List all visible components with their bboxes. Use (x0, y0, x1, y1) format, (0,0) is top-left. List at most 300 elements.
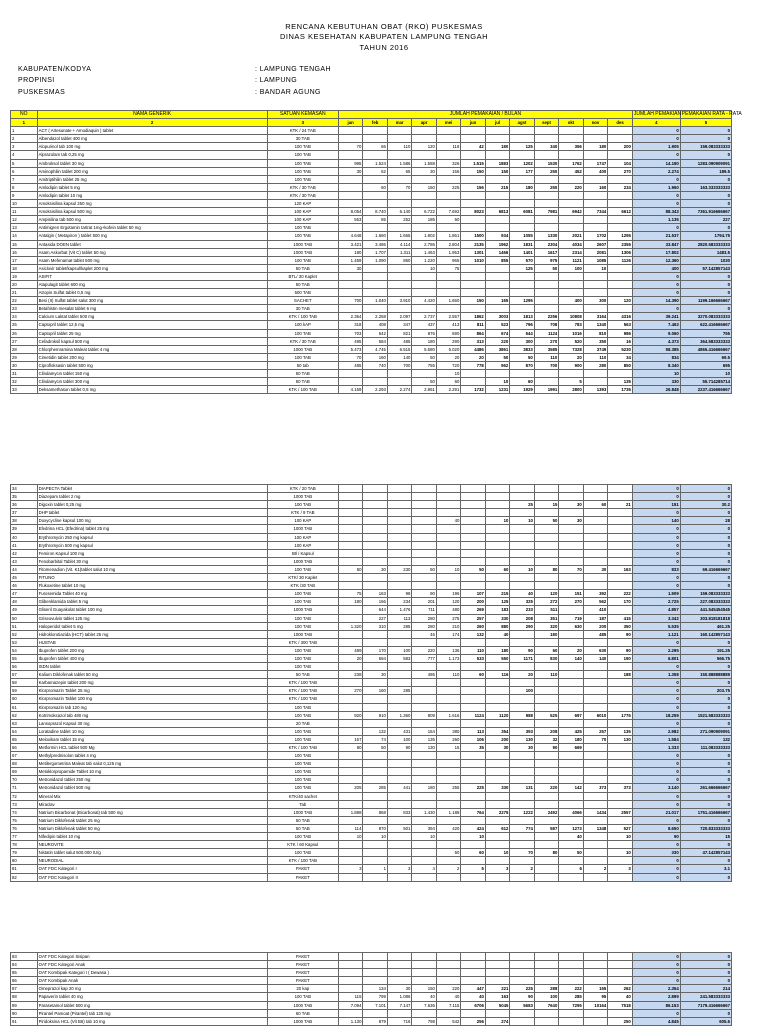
month-value (461, 264, 485, 272)
month-value: 225 (436, 183, 460, 191)
month-value (583, 744, 607, 752)
table-row (11, 711, 732, 719)
month-value: 6.140 (387, 208, 411, 216)
month-value (583, 191, 607, 199)
month-value (583, 768, 607, 776)
month-value (485, 663, 509, 671)
month-value (608, 264, 633, 272)
unit-package: 100 TAB (267, 760, 338, 768)
table-row (11, 638, 732, 646)
month-value (608, 509, 632, 517)
row-number: 80 (11, 857, 38, 865)
unit-package: 100 TAB (267, 646, 338, 654)
month-value: 340 (534, 143, 558, 151)
month-value: 210 (436, 622, 460, 630)
table-row (11, 151, 732, 159)
month-value (485, 792, 509, 800)
month-value: 6612 (608, 208, 633, 216)
month-value: 275 (436, 614, 460, 622)
month-des: des (608, 119, 633, 127)
month-value (387, 1009, 411, 1017)
month-value: 4.159 (338, 386, 362, 394)
total-usage: 0 (632, 557, 680, 565)
month-value (534, 135, 558, 143)
month-value (387, 833, 411, 841)
total-usage: 0 (632, 525, 680, 533)
month-value (485, 719, 509, 727)
month-value: 257 (583, 727, 607, 735)
month-value (608, 638, 632, 646)
month-value (338, 485, 362, 493)
month-value: 1991 (534, 386, 558, 394)
month-value (583, 833, 607, 841)
month-value (363, 517, 387, 525)
month-value (583, 200, 607, 208)
month-value: 30 (559, 517, 583, 525)
month-value (608, 961, 632, 969)
unit-package: 1000 TAB (267, 345, 338, 353)
month-value: 15 (436, 744, 460, 752)
table-row (11, 1009, 732, 1017)
drug-name: Atropin Sulfat tablet 0,5 mg (37, 289, 267, 297)
month-value: 669 (559, 744, 583, 752)
month-value: 3861 (485, 345, 509, 353)
row-number: 50 (11, 614, 38, 622)
month-value: 1.707 (363, 248, 387, 256)
total-usage: 5.535 (632, 622, 680, 630)
unit-package: PAKET (267, 977, 338, 985)
month-value (412, 663, 436, 671)
unit-package: 50 TAB (267, 378, 338, 386)
month-value: 2.861 (412, 386, 436, 394)
month-value (387, 816, 411, 824)
row-number: 2 (11, 135, 38, 143)
month-value: 821 (387, 329, 411, 337)
drug-name: Omeprazol kap 20 mg (37, 985, 267, 993)
table-row (11, 606, 732, 614)
month-value: 934 (485, 232, 509, 240)
month-value (387, 800, 411, 808)
month-value (510, 857, 534, 865)
month-value: 486 (412, 671, 436, 679)
month-value (608, 127, 633, 135)
month-value: 70 (338, 353, 362, 361)
month-value: 447 (461, 985, 485, 993)
month-value: 1702 (583, 232, 607, 240)
row-number: 52 (11, 630, 38, 638)
table-row (11, 622, 732, 630)
total-usage: 2.274 (632, 167, 680, 175)
month-value: 1.802 (412, 232, 436, 240)
average-usage: 0 (680, 541, 731, 549)
month-value (510, 127, 534, 135)
month-value: 3749 (583, 345, 607, 353)
average-usage: 69.416666667 (680, 565, 731, 573)
month-value: 2.786 (412, 240, 436, 248)
month-value: 110 (583, 353, 607, 361)
month-value: 2135 (461, 240, 485, 248)
unit-package: 100 TAB (267, 752, 338, 760)
month-value (534, 857, 558, 865)
month-value: 40 (559, 833, 583, 841)
row-number: 1 (11, 127, 38, 135)
month-value (412, 977, 436, 985)
month-value (608, 857, 632, 865)
average-usage: 303.818181818 (680, 614, 731, 622)
month-value (485, 977, 509, 985)
month-value: 1617 (534, 248, 558, 256)
month-value (559, 873, 583, 881)
month-value: 7328 (559, 345, 583, 353)
month-value: 587 (534, 824, 558, 832)
header-jumlah-pemakian: JUMLAH PEMAKIAN (633, 111, 682, 117)
month-value (583, 752, 607, 760)
row-number: 83 (11, 953, 38, 961)
drug-name: Clindamycin tablet 150 mg (37, 370, 267, 378)
month-value (363, 969, 387, 977)
month-value (412, 191, 436, 199)
month-value: 30 (338, 264, 362, 272)
month-value (485, 695, 509, 703)
month-value: 550 (485, 654, 509, 662)
table-row (11, 663, 732, 671)
month-value: 50 (412, 353, 436, 361)
month-value: 1124 (461, 711, 485, 719)
month-value (412, 841, 436, 849)
unit-package: 100 TAB (267, 622, 338, 630)
info-label-kabupaten: KABUPATEN/KODYA (18, 66, 92, 73)
month-value: 70 (559, 565, 583, 573)
total-usage: 3.140 (632, 784, 680, 792)
average-usage: 1283.090909091 (680, 159, 731, 167)
header-no: NO (11, 111, 38, 119)
drug-name: OAT FDC Kategori Sisipan (37, 953, 267, 961)
month-value: 185 (412, 216, 436, 224)
month-value (461, 687, 485, 695)
row-number: 40 (11, 533, 38, 541)
month-value: 208 (534, 727, 558, 735)
month-value: 285 (387, 687, 411, 695)
unit-package: 20 kap (267, 985, 338, 993)
unit-package: 100 TAB (267, 224, 338, 232)
month-value (583, 549, 607, 557)
month-value: 485 (338, 361, 362, 369)
drug-name: Glibenklamida tablet 5 mg (37, 598, 267, 606)
month-value: 612 (485, 824, 509, 832)
drug-name: Klorpromazin tab 120 mg (37, 703, 267, 711)
month-value (338, 525, 362, 533)
month-value (436, 857, 460, 865)
total-usage: 0 (632, 533, 680, 541)
month-value (534, 703, 558, 711)
month-nov: nov (583, 119, 607, 127)
month-value: 106 (461, 735, 485, 743)
month-value (338, 953, 362, 961)
month-value: 485 (387, 337, 411, 345)
month-value: 962 (485, 361, 509, 369)
month-value: 1.476 (387, 606, 411, 614)
row-number: 15 (11, 240, 38, 248)
month-value: 4 (412, 865, 436, 873)
row-number: 10 (11, 200, 38, 208)
month-value: 60 (485, 565, 509, 573)
month-value (485, 525, 509, 533)
month-value (338, 695, 362, 703)
month-value: 7.094 (338, 1001, 362, 1009)
month-value: 80 (338, 744, 362, 752)
average-usage: 0 (680, 953, 731, 961)
month-value: 134 (363, 985, 387, 993)
month-value: 562 (583, 598, 607, 606)
month-value (338, 370, 362, 378)
table-subheader-row (11, 119, 732, 127)
month-value (583, 816, 607, 824)
month-value (338, 663, 362, 671)
report-title-line-2: DINAS KESEHATAN KABUPATEN LAMPUNG TENGAH (279, 32, 489, 41)
average-usage: 214 (680, 985, 731, 993)
row-number: 7 (11, 175, 38, 183)
average-usage: 364.583333333 (680, 337, 731, 345)
total-usage: 0 (632, 953, 680, 961)
month-value: 200 (485, 735, 509, 743)
month-feb: feb (363, 119, 387, 127)
table-header-row (11, 111, 732, 119)
month-value (608, 752, 632, 760)
month-value: 285 (363, 784, 387, 792)
average-usage: 57.142857143 (680, 264, 731, 272)
month-value (387, 953, 411, 961)
month-value (559, 525, 583, 533)
unit-package: 100 TAB (267, 703, 338, 711)
table-row (11, 824, 732, 832)
month-value: 415 (608, 614, 632, 622)
month-value (485, 638, 509, 646)
month-value (608, 216, 633, 224)
month-value (485, 961, 509, 969)
month-value: 3.910 (387, 297, 411, 305)
month-value: 1126 (608, 256, 633, 264)
month-value: 325 (510, 598, 534, 606)
drug-name: Griseovulvin tablet 125 mg (37, 614, 267, 622)
drug-name: ISDN tablet (37, 663, 267, 671)
month-value (510, 792, 534, 800)
month-value: 965 (436, 256, 460, 264)
total-usage: 0 (632, 582, 680, 590)
month-value (559, 216, 583, 224)
month-value: 2355 (608, 240, 633, 248)
total-usage: 0 (632, 703, 680, 711)
unit-package: 100 TAB (267, 598, 338, 606)
month-value (608, 606, 632, 614)
month-value (363, 557, 387, 565)
month-value (510, 719, 534, 727)
month-value: 511 (534, 606, 558, 614)
month-value (387, 305, 411, 313)
month-value (485, 800, 509, 808)
drug-name: Captopril tablet 25 mg (37, 329, 267, 337)
month-value (363, 574, 387, 582)
month-value (338, 630, 362, 638)
month-value (387, 127, 411, 135)
unit-package: 20 TAB (267, 719, 338, 727)
month-value: 1.220 (412, 256, 436, 264)
month-value (461, 509, 485, 517)
month-value (534, 272, 558, 280)
drug-name: Asam Mefenamat tablet 500 mg (37, 256, 267, 264)
unit-package: KTK / 30 TAB (267, 183, 338, 191)
month-value (583, 687, 607, 695)
month-value: 876 (412, 329, 436, 337)
month-value: 5045 (485, 1001, 509, 1009)
month-value: 238 (338, 671, 362, 679)
month-value (534, 370, 558, 378)
drug-name: Metilergometrina Maleat tab salut 0,125 mg (37, 760, 267, 768)
month-value (363, 695, 387, 703)
table-row (11, 143, 732, 151)
month-value (436, 695, 460, 703)
month-value (461, 224, 485, 232)
month-value: 3.486 (363, 240, 387, 248)
month-value (559, 760, 583, 768)
month-value (534, 663, 558, 671)
month-value: 720 (436, 361, 460, 369)
month-value (583, 289, 607, 297)
month-value (436, 289, 460, 297)
drug-name: Efedrina HCL (Efedrina) tablet 25 mg (37, 525, 267, 533)
month-value: 1883 (485, 159, 509, 167)
month-value: 703 (338, 329, 362, 337)
month-value: 120 (412, 143, 436, 151)
month-value (485, 574, 509, 582)
month-value (387, 857, 411, 865)
month-value: 2314 (559, 248, 583, 256)
month-jul: jul (485, 119, 509, 127)
month-value (461, 776, 485, 784)
row-number: 62 (11, 711, 38, 719)
month-value: 180 (338, 248, 362, 256)
month-value (436, 175, 460, 183)
month-value (436, 557, 460, 565)
month-value (559, 175, 583, 183)
month-value (338, 703, 362, 711)
month-value (583, 638, 607, 646)
drug-name: Captopril tablet 12,5 mg (37, 321, 267, 329)
month-value (363, 663, 387, 671)
month-value (485, 752, 509, 760)
month-value (387, 630, 411, 638)
month-value: 220 (559, 183, 583, 191)
unit-package: SACHET (267, 297, 338, 305)
month-value: 1.524 (363, 159, 387, 167)
month-value (559, 135, 583, 143)
month-value (461, 485, 485, 493)
month-value: 257 (461, 614, 485, 622)
month-value: 7295 (559, 1001, 583, 1009)
month-value (510, 1009, 534, 1017)
month-value: 80 (534, 565, 558, 573)
table-row (11, 127, 732, 135)
month-value (485, 151, 509, 159)
month-value: 4.114 (387, 240, 411, 248)
month-value: 310 (363, 622, 387, 630)
total-usage: 0 (632, 768, 680, 776)
month-value: 697 (559, 711, 583, 719)
month-value (608, 1009, 632, 1017)
total-usage: 1.905 (632, 143, 680, 151)
month-value: 1.616 (436, 711, 460, 719)
month-value: 40 (510, 590, 534, 598)
month-value (412, 485, 436, 493)
month-value: 154 (412, 727, 436, 735)
unit-package: KTK /30 TAB (267, 582, 338, 590)
month-value: 142 (559, 784, 583, 792)
month-value: 1401 (510, 248, 534, 256)
row-number: 24 (11, 313, 38, 321)
table-row (11, 784, 732, 792)
month-value (534, 557, 558, 565)
month-value: 1120 (485, 711, 509, 719)
month-value (559, 485, 583, 493)
month-value (387, 977, 411, 985)
month-value (461, 703, 485, 711)
month-value: 233 (510, 606, 534, 614)
month-value: 542 (436, 1017, 460, 1025)
table-row (11, 654, 732, 662)
month-value: 180 (338, 598, 362, 606)
month-value: 1.660 (436, 297, 460, 305)
month-value: 125 (510, 264, 534, 272)
month-value (436, 1009, 460, 1017)
month-value (485, 679, 509, 687)
month-value: 156 (461, 183, 485, 191)
row-number: 12 (11, 216, 38, 224)
table-row (11, 760, 732, 768)
drug-name: Kotrimoksazol tab 480 mg (37, 711, 267, 719)
month-value (412, 289, 436, 297)
subheader-num-4: 4 (632, 119, 680, 127)
row-number: 18 (11, 264, 38, 272)
total-usage: 4.845 (632, 1017, 680, 1025)
table-row (11, 525, 732, 533)
month-value (363, 961, 387, 969)
month-value: 30 (510, 744, 534, 752)
month-value: 380 (436, 727, 460, 735)
month-value: 234 (608, 183, 633, 191)
unit-package: 100 TAB (267, 565, 338, 573)
unit-package: 1000 TAB (267, 525, 338, 533)
month-value: 920 (338, 711, 362, 719)
table-row (11, 386, 732, 394)
table-row (11, 191, 732, 199)
month-value: 205 (338, 784, 362, 792)
row-number: 9 (11, 191, 38, 199)
month-value (461, 289, 485, 297)
month-value (338, 760, 362, 768)
unit-package: 100 TAB (267, 151, 338, 159)
month-value (510, 679, 534, 687)
month-value: 2 (583, 865, 607, 873)
total-usage: 0 (632, 127, 680, 135)
table-row (11, 833, 732, 841)
month-value: 452 (559, 167, 583, 175)
month-value (559, 638, 583, 646)
total-usage: 2.354 (632, 985, 680, 993)
month-value: 151 (559, 590, 583, 598)
month-value (583, 873, 607, 881)
month-value (534, 493, 558, 501)
month-value: 1085 (583, 256, 607, 264)
month-value (608, 549, 632, 557)
